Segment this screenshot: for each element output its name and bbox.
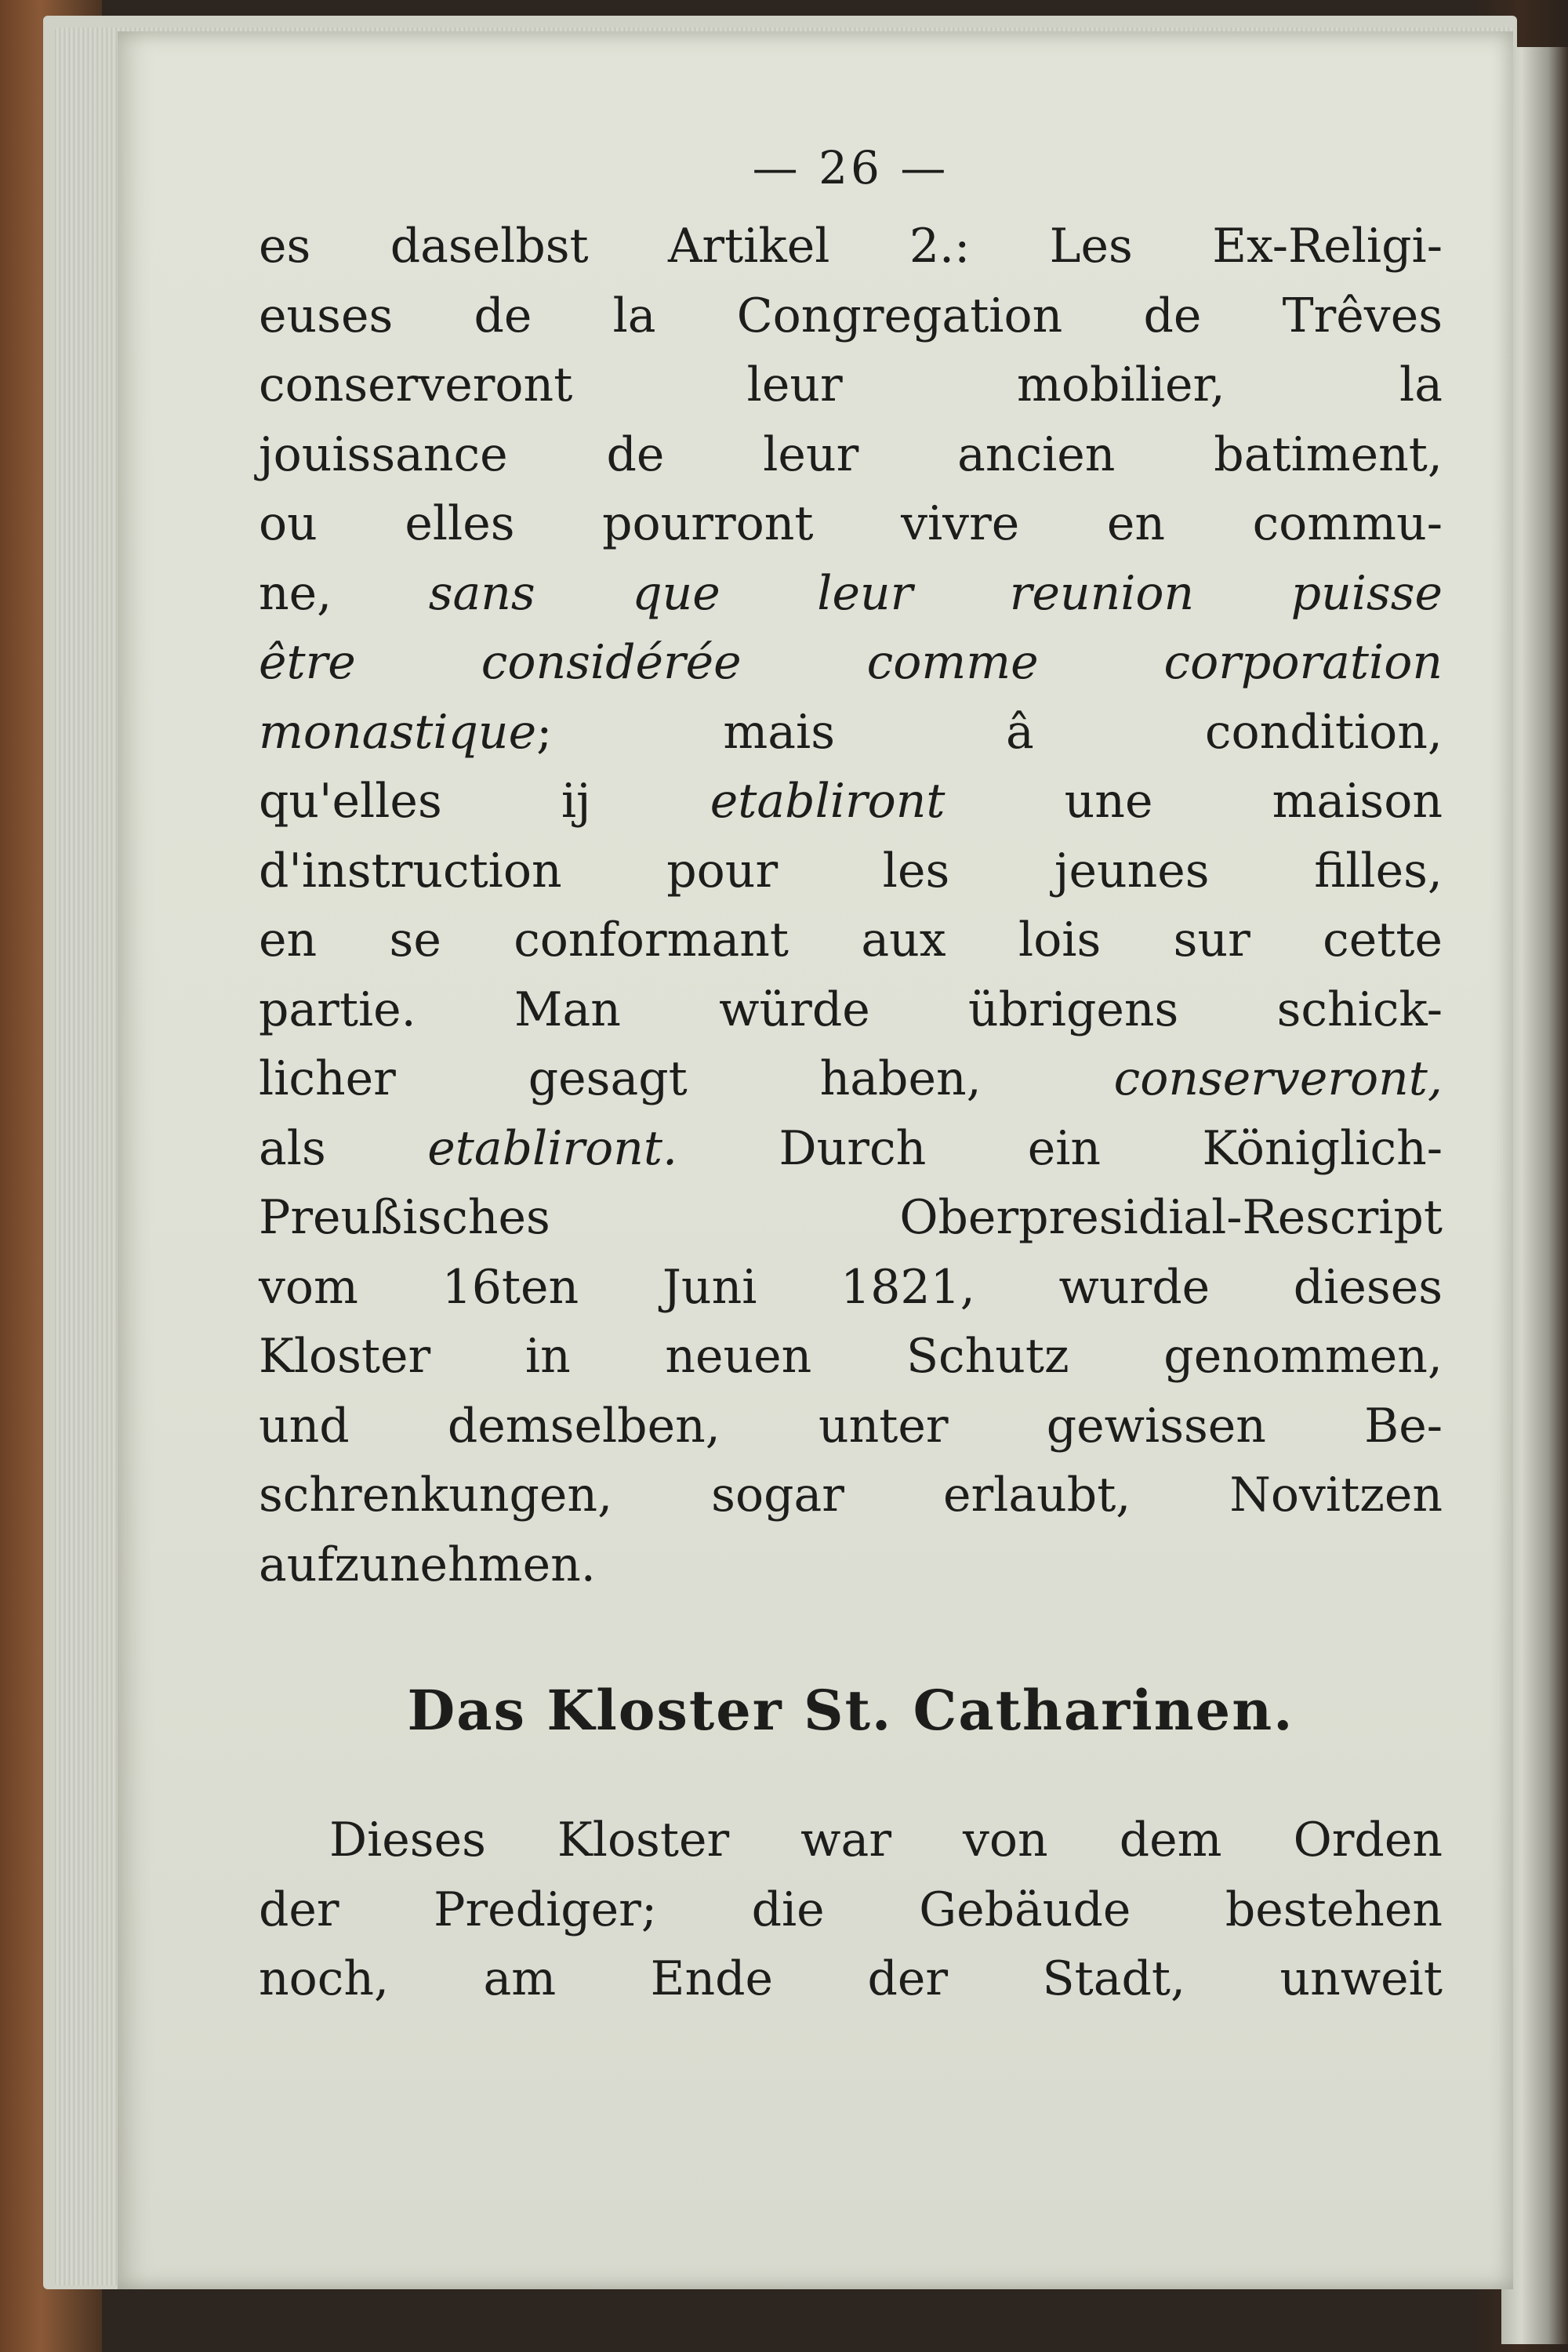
text-line: conserveront leur mobilier, la	[259, 358, 1443, 412]
text-span: ne,	[259, 565, 429, 621]
text-line: aufzunehmen.	[259, 1537, 596, 1592]
text-line: jouissance de leur ancien batiment,	[259, 426, 1443, 482]
text-line: schrenkungen, sogar erlaubt, Novitzen	[259, 1468, 1443, 1523]
text-line: der Prediger; die Gebäude bestehen	[259, 1882, 1443, 1937]
italic-text: être considérée comme corporation	[259, 635, 1443, 690]
text-line: euses de la Congregation de Trêves	[259, 288, 1443, 343]
italic-text: etabliront	[710, 774, 946, 829]
text-line: Kloster in neuen Schutz genommen,	[259, 1329, 1443, 1384]
text-line	[259, 1044, 1443, 1114]
text-line: vom 16ten Juni 1821, wurde dieses	[259, 1259, 1443, 1315]
text-line: es daselbst Artikel 2.: Les Ex-Religi-	[259, 219, 1443, 274]
text-span: ; mais â condition,	[536, 704, 1443, 760]
text-line: Preußisches Oberpresidial-Rescript	[259, 1190, 1443, 1245]
text-line	[259, 1114, 1443, 1184]
text-line: ou elles pourront vivre en commu-	[259, 496, 1443, 551]
text-line: partie. Man würde übrigens schick-	[259, 982, 1443, 1037]
text-line: en se conformant aux lois sur cette	[259, 913, 1443, 967]
text-line	[259, 559, 1443, 629]
text-span: qu'elles ij	[259, 774, 710, 829]
body-paragraph	[259, 212, 1443, 1599]
text-line: Dieses Kloster war von dem Orden	[329, 1813, 1443, 1867]
italic-text: monastique	[259, 704, 537, 760]
italic-text: sans que leur reunion puisse	[428, 565, 1443, 621]
italic-text: conserveront,	[1113, 1051, 1443, 1106]
text-line: und demselben, unter gewissen Be-	[259, 1398, 1443, 1454]
text-span: als	[259, 1120, 428, 1176]
text-line: d'instruction pour les jeunes filles,	[259, 843, 1443, 898]
italic-text: etabliront.	[427, 1120, 678, 1176]
text-line: noch, am Ende der Stadt, unweit	[259, 1951, 1443, 2006]
page-text	[259, 141, 1443, 2014]
text-line	[259, 628, 1443, 698]
text-span: Durch ein Königlich-	[677, 1120, 1443, 1176]
page-number: — 26 —	[752, 141, 949, 194]
body-paragraph	[259, 1806, 1443, 2014]
text-span: une maison	[945, 774, 1443, 829]
text-line	[259, 767, 1443, 837]
text-line	[259, 698, 1443, 768]
section-heading: Das Kloster St. Catharinen.	[407, 1678, 1294, 1743]
text-span: licher gesagt haben,	[259, 1051, 1114, 1106]
